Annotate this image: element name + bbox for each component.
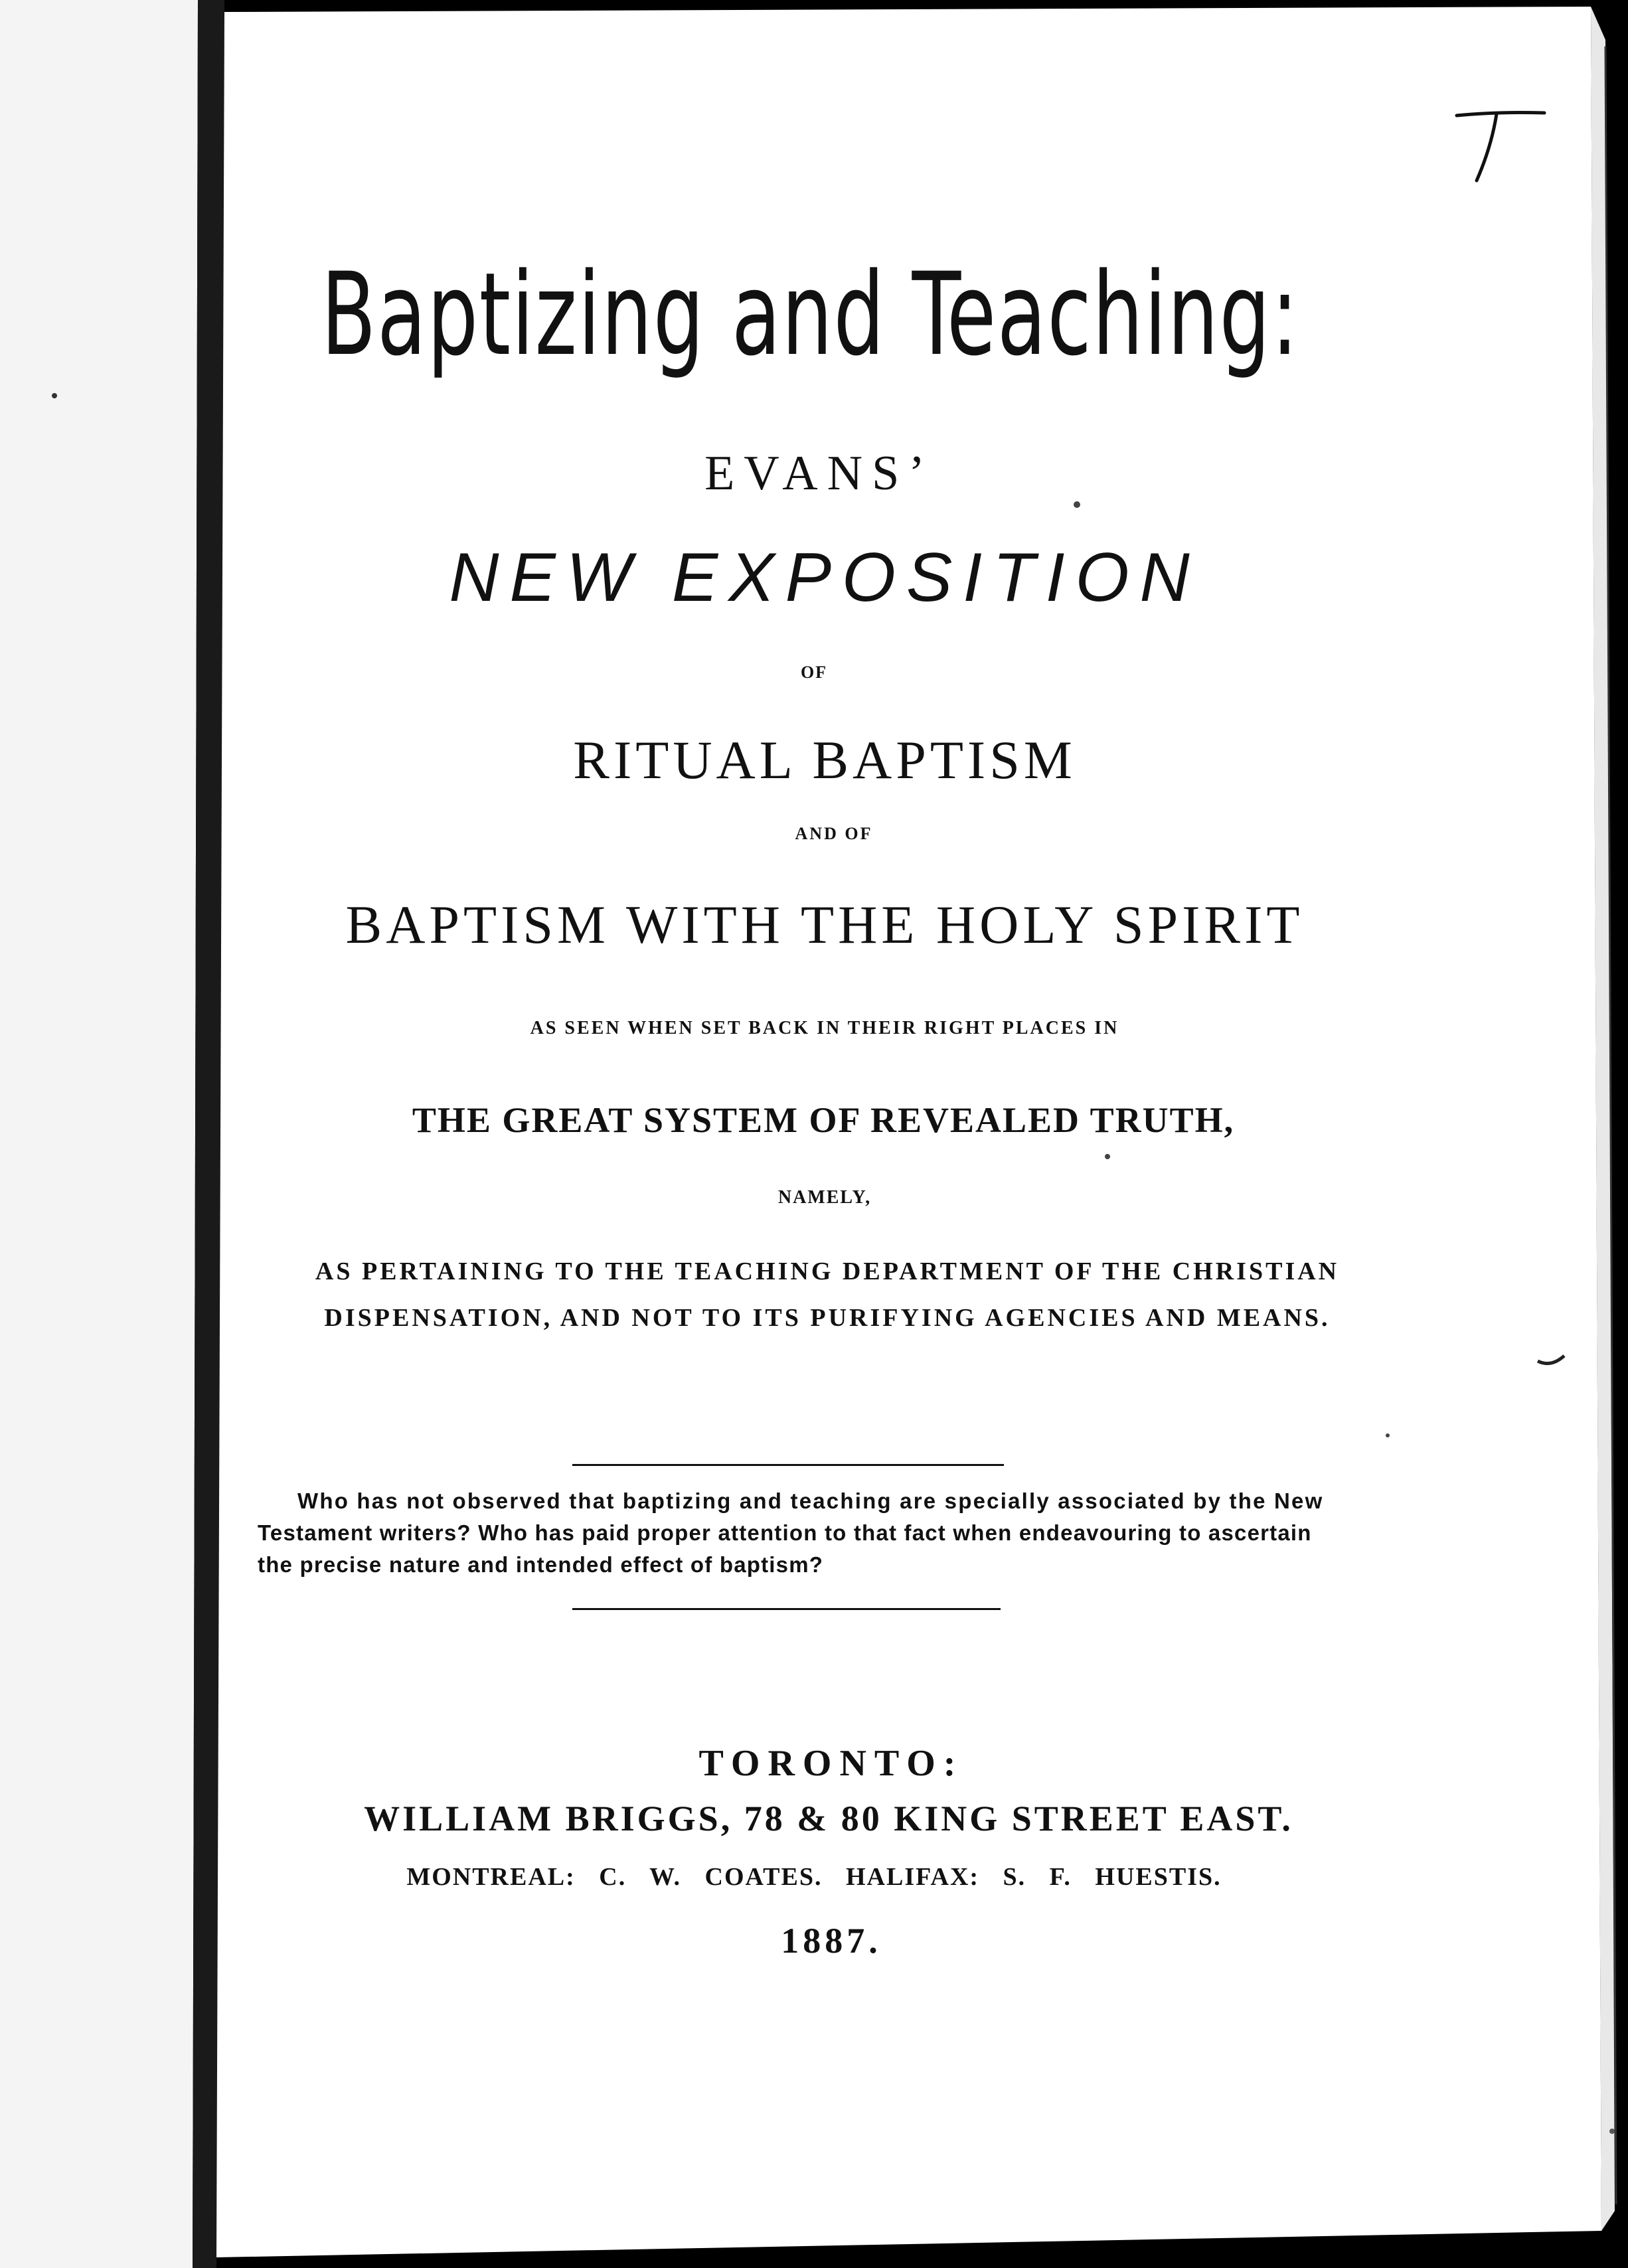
- handwritten-annotation: [1453, 100, 1552, 186]
- divider-rule: [572, 1464, 1004, 1466]
- of-connector: OF: [800, 663, 828, 682]
- epigraph-line: the precise nature and intended effect of baptism?: [258, 1552, 824, 1577]
- main-title: Baptizing and Teaching:: [321, 248, 1299, 381]
- and-of-connector: AND OF: [795, 824, 873, 843]
- as-seen-line: AS SEEN WHEN SET BACK IN THEIR RIGHT PLACES IN: [530, 1018, 1119, 1038]
- epigraph-line: Who has not observed that baptizing and teaching are specially associated by the New: [297, 1489, 1324, 1513]
- ritual-baptism-heading: RITUAL BAPTISM: [573, 730, 1076, 790]
- author-line: EVANS’: [704, 446, 934, 501]
- imprint-agents: MONTREAL: C. W. COATES. HALIFAX: S. F. HUESTIS.: [406, 1863, 1222, 1891]
- imprint-place: TORONTO:: [698, 1743, 964, 1784]
- epigraph-line: Testament writers? Who has paid proper attention to that fact when endeavouring to ascertain: [258, 1520, 1312, 1545]
- divider-rule: [572, 1608, 1001, 1610]
- imprint-publisher: WILLIAM BRIGGS, 78 & 80 KING STREET EAST.: [364, 1799, 1293, 1838]
- imprint-year: 1887.: [781, 1921, 882, 1961]
- namely-line: NAMELY,: [777, 1187, 872, 1208]
- pertaining-line: DISPENSATION, AND NOT TO ITS PURIFYING AGENCIES AND MEANS.: [324, 1304, 1331, 1332]
- great-system-heading: THE GREAT SYSTEM OF REVEALED TRUTH,: [412, 1100, 1235, 1140]
- pertaining-line: AS PERTAINING TO THE TEACHING DEPARTMENT OF THE CHRISTIAN: [315, 1257, 1340, 1285]
- exposition-heading: NEW EXPOSITION: [449, 539, 1200, 616]
- holy-spirit-heading: BAPTISM WITH THE HOLY SPIRIT: [345, 894, 1304, 955]
